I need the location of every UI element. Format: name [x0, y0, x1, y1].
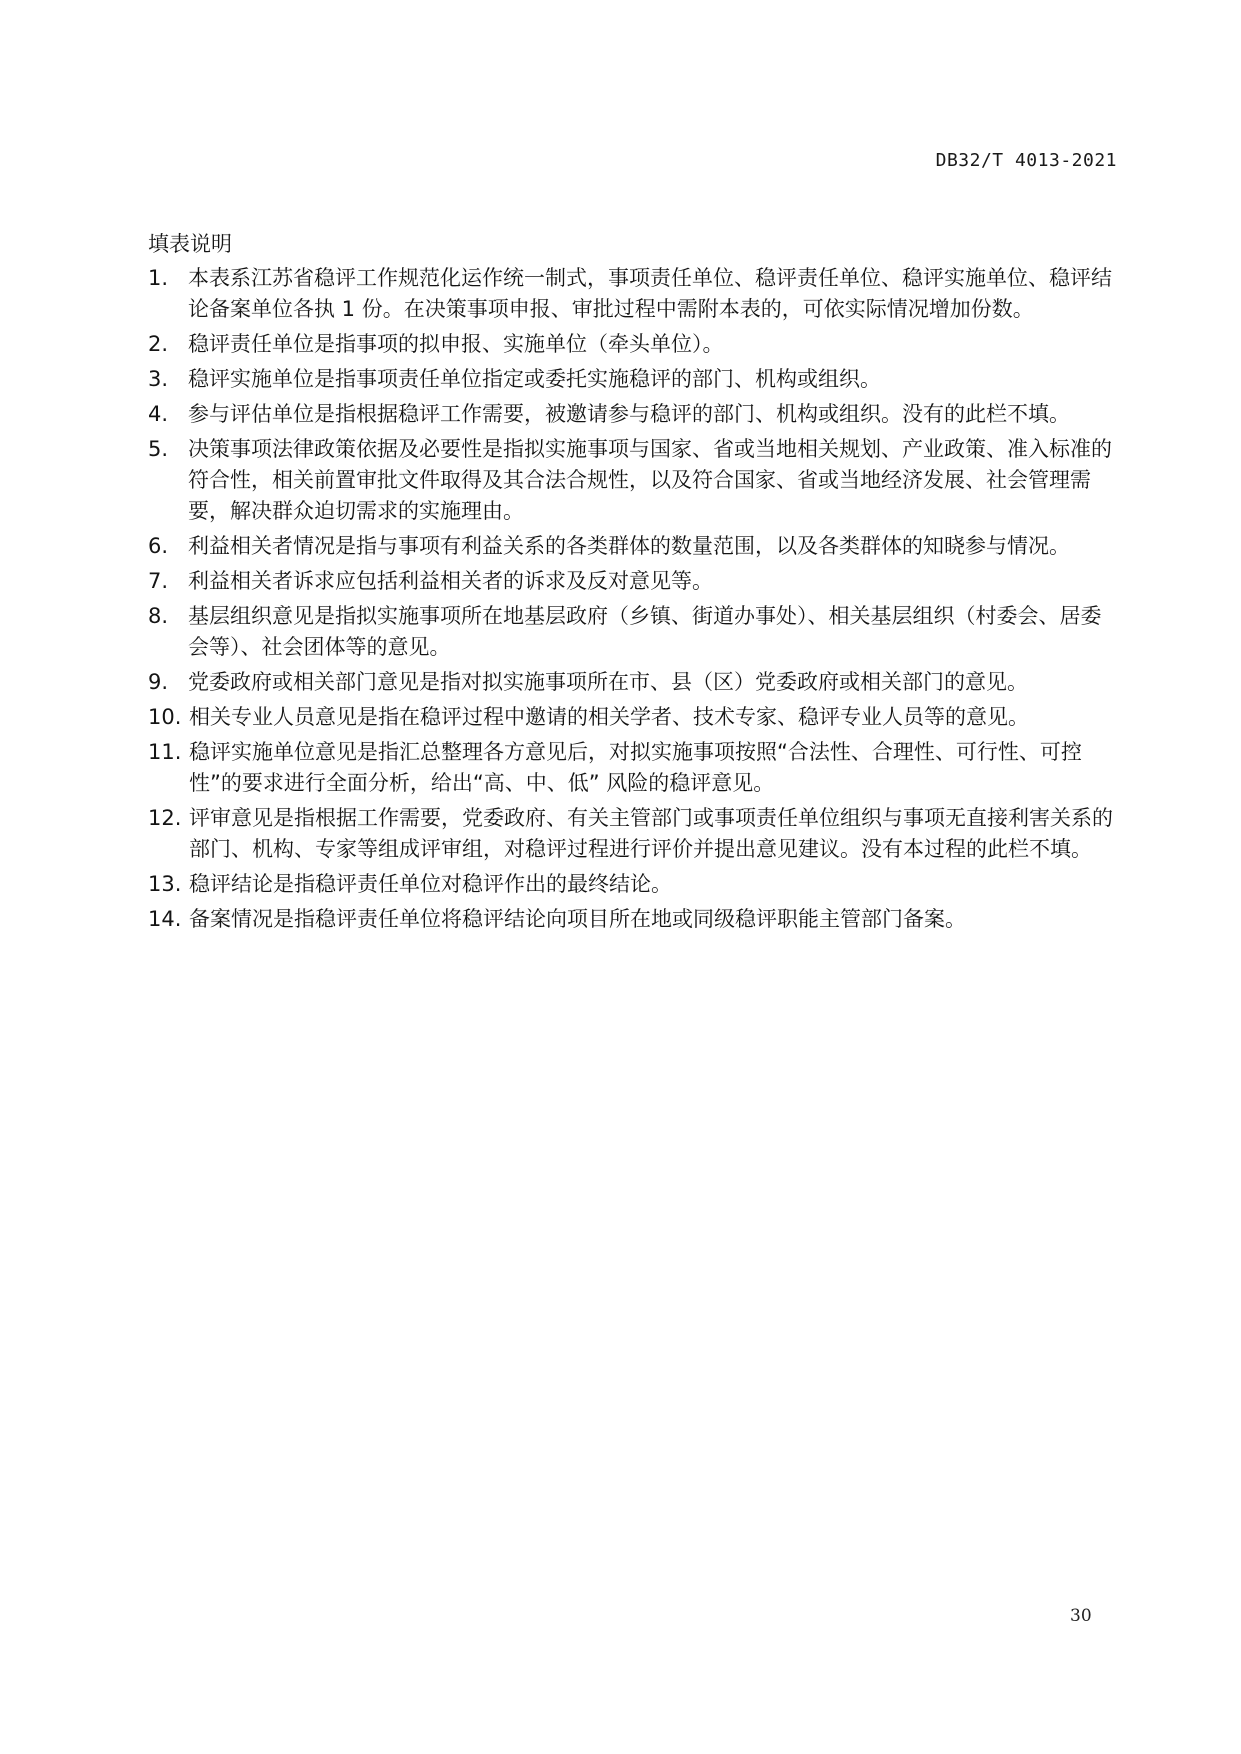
- item-text: 稳评结论是指稳评责任单位对稳评作出的最终结论。: [189, 872, 672, 896]
- item-text: 稳评实施单位意见是指汇总整理各方意见后，对拟实施事项按照“合法性、合理性、可行性、可控性”的要求进行全面分析，给出“高、中、低” 风险的稳评意见。: [189, 740, 1082, 795]
- instruction-item: [148, 737, 1118, 799]
- instruction-item: [148, 399, 1118, 430]
- item-text: 稳评责任单位是指事项的拟申报、实施单位（牵头单位）。: [188, 332, 724, 356]
- item-number: 1.: [148, 266, 169, 290]
- filling-instructions: [148, 229, 1118, 939]
- instruction-item: [148, 531, 1118, 562]
- instruction-item: [148, 434, 1118, 527]
- item-number: 13.: [148, 872, 182, 896]
- instruction-item: [148, 869, 1118, 900]
- item-number: 12.: [148, 806, 182, 830]
- item-text: 参与评估单位是指根据稳评工作需要，被邀请参与稳评的部门、机构或组织。没有的此栏不填。: [188, 402, 1070, 426]
- item-text: 本表系江苏省稳评工作规范化运作统一制式，事项责任单位、稳评责任单位、稳评实施单位、稳评结论备案单位各执 1 份。在决策事项申报、审批过程中需附本表的，可依实际情况增加份数。: [188, 266, 1112, 321]
- instructions-heading: 填表说明: [148, 232, 232, 256]
- instruction-item: [148, 601, 1118, 663]
- instruction-item: [148, 803, 1118, 865]
- item-number: 8.: [148, 604, 169, 628]
- item-number: 3.: [148, 367, 169, 391]
- item-text: 基层组织意见是指拟实施事项所在地基层政府（乡镇、街道办事处）、相关基层组织（村委会、居委会等）、社会团体等的意见。: [188, 604, 1102, 659]
- item-text: 稳评实施单位是指事项责任单位指定或委托实施稳评的部门、机构或组织。: [188, 367, 881, 391]
- item-text: 备案情况是指稳评责任单位将稳评结论向项目所在地或同级稳评职能主管部门备案。: [189, 907, 966, 931]
- instruction-item: [148, 329, 1118, 360]
- item-text: 评审意见是指根据工作需要，党委政府、有关主管部门或事项责任单位组织与事项无直接利害关系的部门、机构、专家等组成评审组，对稳评过程进行评价并提出意见建议。没有本过程的此栏不填。: [189, 806, 1113, 861]
- instruction-item: [148, 566, 1118, 597]
- item-number: 4.: [148, 402, 169, 426]
- item-number: 5.: [148, 437, 169, 461]
- instruction-item: [148, 263, 1118, 325]
- item-number: 2.: [148, 332, 169, 356]
- item-text: 决策事项法律政策依据及必要性是指拟实施事项与国家、省或当地相关规划、产业政策、准入标准的符合性，相关前置审批文件取得及其合法合规性，以及符合国家、省或当地经济发展、社会管理需要，解决群众迫切需求的实施理由。: [188, 437, 1112, 523]
- item-text: 利益相关者情况是指与事项有利益关系的各类群体的数量范围，以及各类群体的知晓参与情况。: [188, 534, 1070, 558]
- item-number: 9.: [148, 670, 169, 694]
- instruction-item: [148, 904, 1118, 935]
- item-number: 10.: [148, 705, 182, 729]
- item-number: 11.: [148, 740, 182, 764]
- document-code: DB32/T 4013-2021: [935, 150, 1117, 171]
- instruction-item: [148, 667, 1118, 698]
- item-number: 14.: [148, 907, 182, 931]
- item-number: 6.: [148, 534, 169, 558]
- page-number: 30: [1070, 1606, 1092, 1626]
- instruction-item: [148, 702, 1118, 733]
- item-text: 利益相关者诉求应包括利益相关者的诉求及反对意见等。: [188, 569, 713, 593]
- item-number: 7.: [148, 569, 169, 593]
- item-text: 党委政府或相关部门意见是指对拟实施事项所在市、县（区）党委政府或相关部门的意见。: [188, 670, 1028, 694]
- item-text: 相关专业人员意见是指在稳评过程中邀请的相关学者、技术专家、稳评专业人员等的意见。: [189, 705, 1029, 729]
- instruction-item: [148, 364, 1118, 395]
